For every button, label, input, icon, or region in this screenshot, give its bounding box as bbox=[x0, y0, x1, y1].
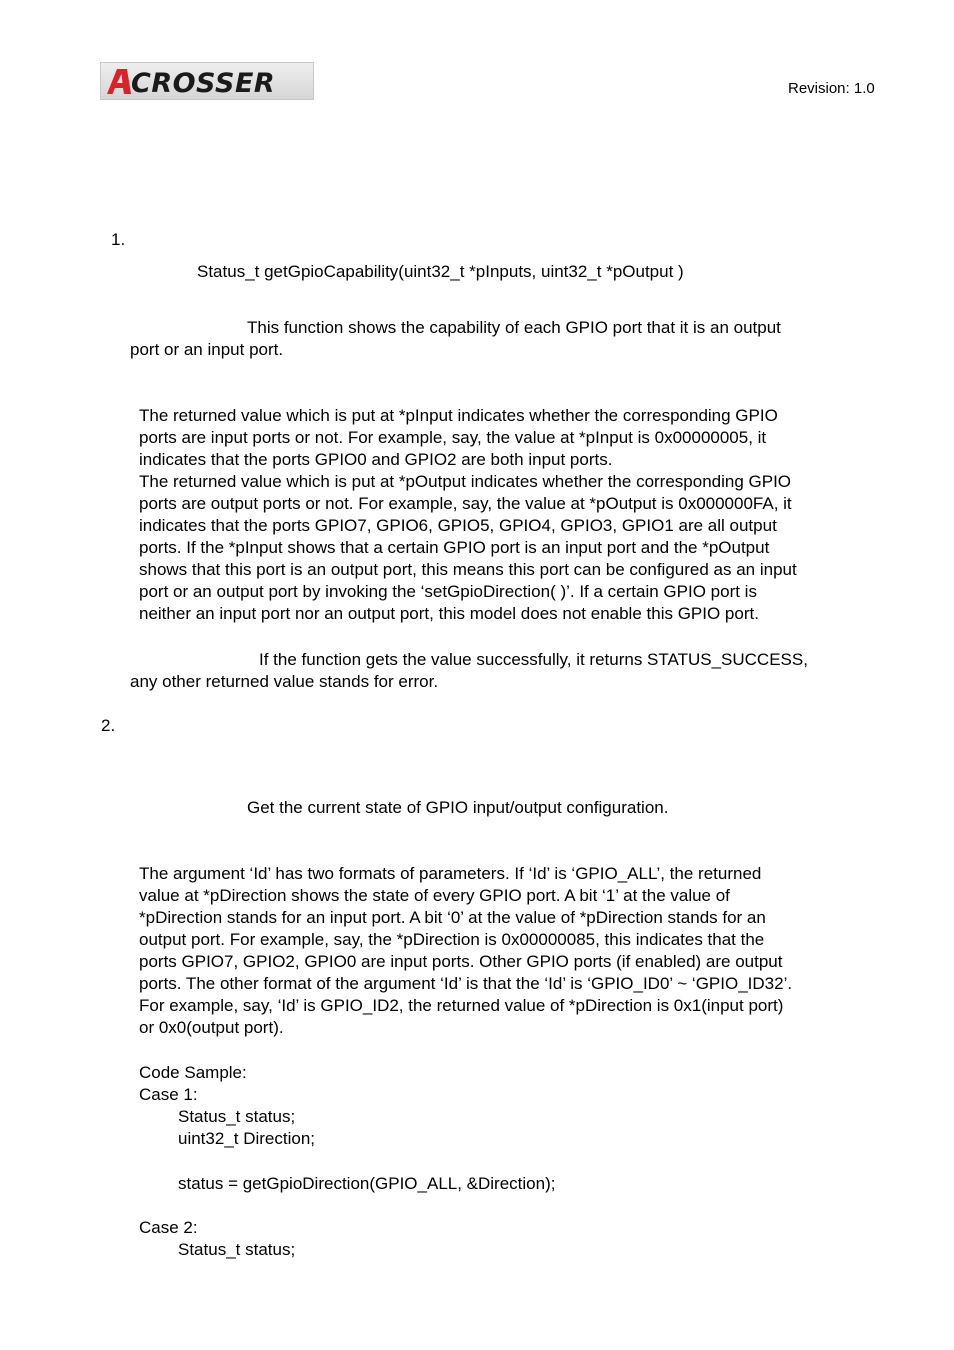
detail-line: shows that this port is an output port, this means this port can be configured as an input bbox=[139, 560, 797, 579]
detail-line: ports. If the *pInput shows that a certain GPIO port is an input port and the *pOutput bbox=[139, 538, 770, 557]
section-2-number: 2. bbox=[101, 716, 116, 735]
code-line: Status_t status; bbox=[178, 1107, 296, 1126]
section-2-description: Get the current state of GPIO input/output configuration. bbox=[247, 798, 669, 817]
detail-line: output port. For example, say, the *pDirection is 0x00000085, this indicates that the bbox=[139, 930, 765, 949]
detail-line: value at *pDirection shows the state of every GPIO port. A bit ‘1’ at the value of bbox=[139, 886, 730, 905]
code-line: Status_t status; bbox=[178, 1240, 296, 1259]
section-1-number: 1. bbox=[111, 230, 126, 249]
detail-line: The returned value which is put at *pInput indicates whether the corresponding GPIO bbox=[139, 406, 778, 425]
case-1-label: Case 1: bbox=[139, 1085, 198, 1104]
detail-line: ports. The other format of the argument ‘Id’ is that the ‘Id’ is ‘GPIO_ID0’ ~ ‘GPIO_ID32’. bbox=[139, 974, 793, 993]
code-line: uint32_t Direction; bbox=[178, 1129, 316, 1148]
description-line: port or an input port. bbox=[130, 340, 284, 359]
revision-label: Revision: 1.0 bbox=[788, 80, 875, 97]
return-line: any other returned value stands for error. bbox=[130, 672, 439, 691]
case-2-label: Case 2: bbox=[139, 1218, 198, 1237]
detail-line: For example, say, ‘Id’ is GPIO_ID2, the returned value of *pDirection is 0x1(input port) bbox=[139, 996, 784, 1015]
detail-line: neither an input port nor an output port, this model does not enable this GPIO port. bbox=[139, 604, 759, 623]
detail-line: or 0x0(output port). bbox=[139, 1018, 284, 1037]
detail-line: indicates that the ports GPIO0 and GPIO2 are both input ports. bbox=[139, 450, 613, 469]
return-line: If the function gets the value successfully, it returns STATUS_SUCCESS, bbox=[259, 650, 808, 669]
svg-text:CROSSER: CROSSER bbox=[131, 68, 276, 99]
function-signature: Status_t getGpioCapability(uint32_t *pInputs, uint32_t *pOutput ) bbox=[197, 262, 684, 281]
detail-line: indicates that the ports GPIO7, GPIO6, GPIO5, GPIO4, GPIO3, GPIO1 are all output bbox=[139, 516, 777, 535]
detail-line: *pDirection stands for an input port. A bit ‘0’ at the value of *pDirection stands for an bbox=[139, 908, 766, 927]
code-sample-label: Code Sample: bbox=[139, 1063, 247, 1082]
description-line: This function shows the capability of each GPIO port that it is an output bbox=[247, 318, 781, 337]
detail-line: port or an output port by invoking the ‘setGpioDirection( )’. If a certain GPIO port is bbox=[139, 582, 757, 601]
detail-line: ports are input ports or not. For example, say, the value at *pInput is 0x00000005, it bbox=[139, 428, 767, 447]
logo-graphic bbox=[101, 63, 313, 99]
detail-line: ports GPIO7, GPIO2, GPIO0 are input ports. Other GPIO ports (if enabled) are output bbox=[139, 952, 783, 971]
detail-line: The returned value which is put at *pOutput indicates whether the corresponding GPIO bbox=[139, 472, 792, 491]
acrosser-logo bbox=[100, 62, 314, 100]
detail-line: ports are output ports or not. For example, say, the value at *pOutput is 0x000000FA, it bbox=[139, 494, 792, 513]
code-line: status = getGpioDirection(GPIO_ALL, &Direction); bbox=[178, 1174, 556, 1193]
detail-line: The argument ‘Id’ has two formats of parameters. If ‘Id’ is ‘GPIO_ALL’, the returned bbox=[139, 864, 762, 883]
